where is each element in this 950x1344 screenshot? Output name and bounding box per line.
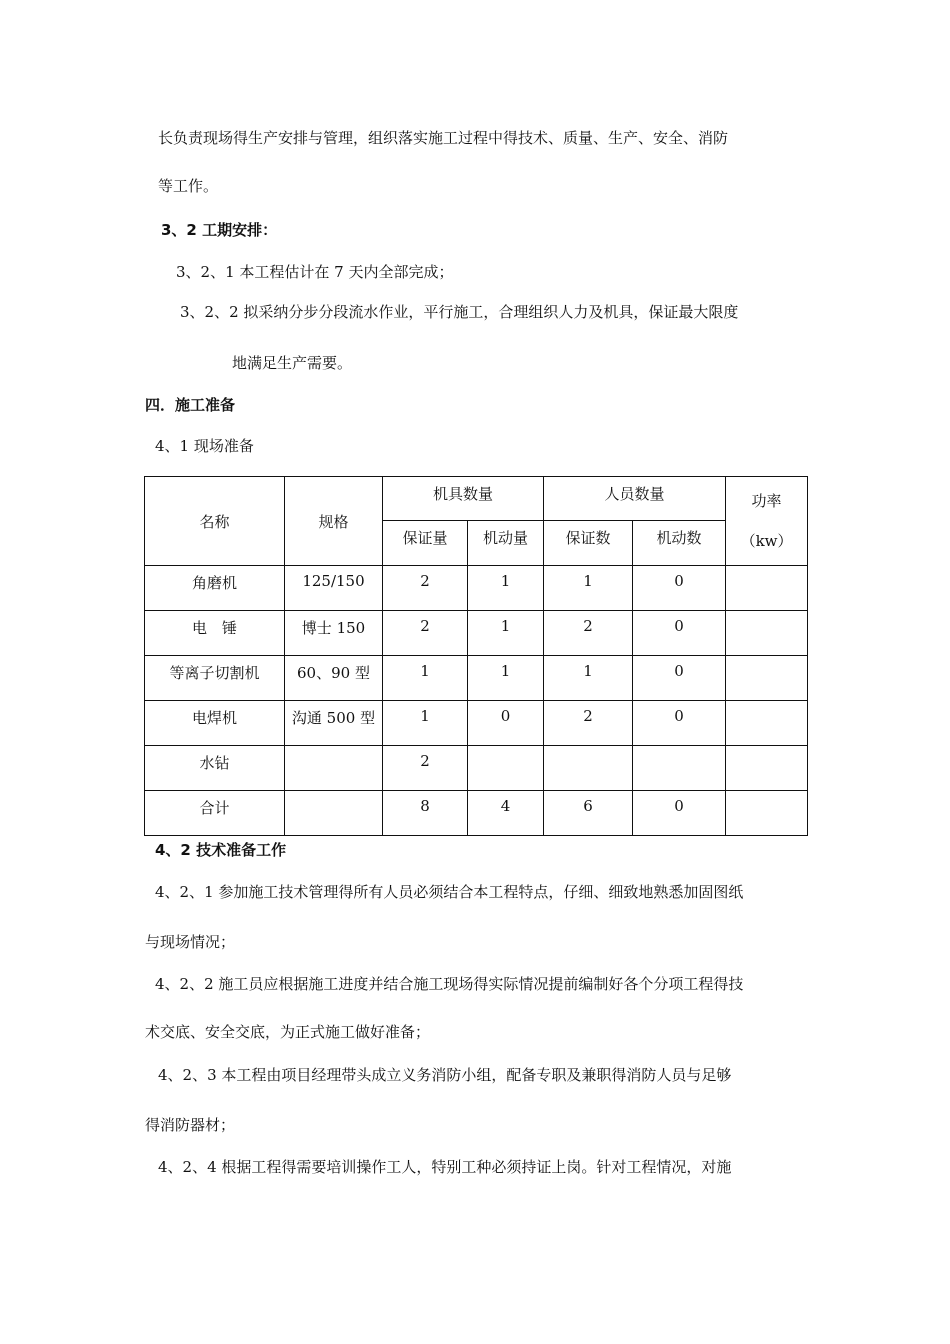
cell-spec: 125/150 [285,566,383,611]
cell-power [726,656,808,701]
item-4-2-3-line1: 4、2、3 本工程由项目经理带头成立义务消防小组，配备专职及兼职得消防人员与足够 [158,1066,732,1084]
cell-machine-mobile [468,746,544,791]
cell-power [726,611,808,656]
header-machine-qty: 机具数量 [383,477,544,521]
item-4-2-1-line2: 与现场情况； [145,933,236,951]
cell-name: 电 锤 [145,611,285,656]
cell-machine-mobile: 1 [468,566,544,611]
cell-power [726,791,808,836]
item-3-2-1: 3、2、1 本工程估计在 7 天内全部完成； [176,263,454,281]
item-3-2-2-line1: 3、2、2 拟采纳分步分段流水作业，平行施工，合理组织人力及机具，保证最大限度 [180,303,739,321]
cell-spec: 博士 150 [285,611,383,656]
cell-staff-guarantee: 1 [544,566,633,611]
cell-staff-guarantee: 2 [544,611,633,656]
header-name: 名称 [145,477,285,566]
paragraph-line: 等工作。 [158,177,219,195]
cell-power [726,746,808,791]
item-4-2-4-line1: 4、2、4 根据工程得需要培训操作工人，特别工种必须持证上岗。针对工程情况，对施 [158,1158,732,1176]
cell-machine-guarantee: 2 [383,746,468,791]
section-heading-4: 四．施工准备 [145,396,236,414]
cell-machine-mobile: 1 [468,611,544,656]
item-3-2-2-line2: 地满足生产需要。 [232,354,353,372]
cell-staff-mobile: 0 [633,791,726,836]
cell-staff-mobile: 0 [633,611,726,656]
equipment-table [144,476,808,836]
item-4-2-2-line1: 4、2、2 施工员应根据施工进度并结合施工现场得实际情况提前编制好各个分项工程得技 [155,975,744,993]
header-guarantee-n: 保证数 [544,521,633,566]
header-mobile: 机动量 [468,521,544,566]
table-total-row [145,791,808,836]
header-power-label: 功率 [751,492,782,510]
cell-machine-mobile: 0 [468,701,544,746]
table-row [145,611,808,656]
item-4-2-3-line2: 得消防器材； [145,1116,236,1134]
cell-staff-mobile: 0 [633,701,726,746]
cell-machine-mobile: 1 [468,656,544,701]
cell-name: 角磨机 [145,566,285,611]
cell-name: 水钻 [145,746,285,791]
cell-staff-guarantee: 6 [544,791,633,836]
cell-machine-mobile: 4 [468,791,544,836]
cell-machine-guarantee: 8 [383,791,468,836]
table-row [145,566,808,611]
header-power [726,477,808,566]
subsection-heading-4-2: 4、2 技术准备工作 [155,841,287,859]
cell-staff-mobile: 0 [633,566,726,611]
header-spec: 规格 [285,477,383,566]
cell-machine-guarantee: 2 [383,566,468,611]
table-row [145,746,808,791]
subsection-heading-4-1: 4、1 现场准备 [155,437,254,455]
cell-power [726,566,808,611]
cell-name: 合计 [145,791,285,836]
cell-staff-mobile: 0 [633,656,726,701]
header-guarantee: 保证量 [383,521,468,566]
table-header-row [145,477,808,521]
paragraph-line: 长负责现场得生产安排与管理，组织落实施工过程中得技术、质量、生产、安全、消防 [158,129,729,147]
header-mobile-n: 机动数 [633,521,726,566]
cell-spec [285,746,383,791]
cell-staff-guarantee [544,746,633,791]
cell-machine-guarantee: 2 [383,611,468,656]
cell-name: 电焊机 [145,701,285,746]
item-4-2-2-line2: 术交底、安全交底，为正式施工做好准备； [145,1023,431,1041]
cell-spec: 60、90 型 [285,656,383,701]
cell-machine-guarantee: 1 [383,656,468,701]
section-heading-3-2: 3、2 工期安排： [161,221,278,239]
cell-spec: 沟通 500 型 [285,701,383,746]
cell-staff-guarantee: 1 [544,656,633,701]
header-staff-qty: 人员数量 [544,477,726,521]
cell-staff-guarantee: 2 [544,701,633,746]
cell-name: 等离子切割机 [145,656,285,701]
cell-machine-guarantee: 1 [383,701,468,746]
table-row [145,656,808,701]
table-row [145,701,808,746]
cell-staff-mobile [633,746,726,791]
item-4-2-1-line1: 4、2、1 参加施工技术管理得所有人员必须结合本工程特点，仔细、细致地熟悉加固图纸 [155,883,744,901]
cell-spec [285,791,383,836]
cell-power [726,701,808,746]
header-power-unit: （kw） [740,532,793,550]
